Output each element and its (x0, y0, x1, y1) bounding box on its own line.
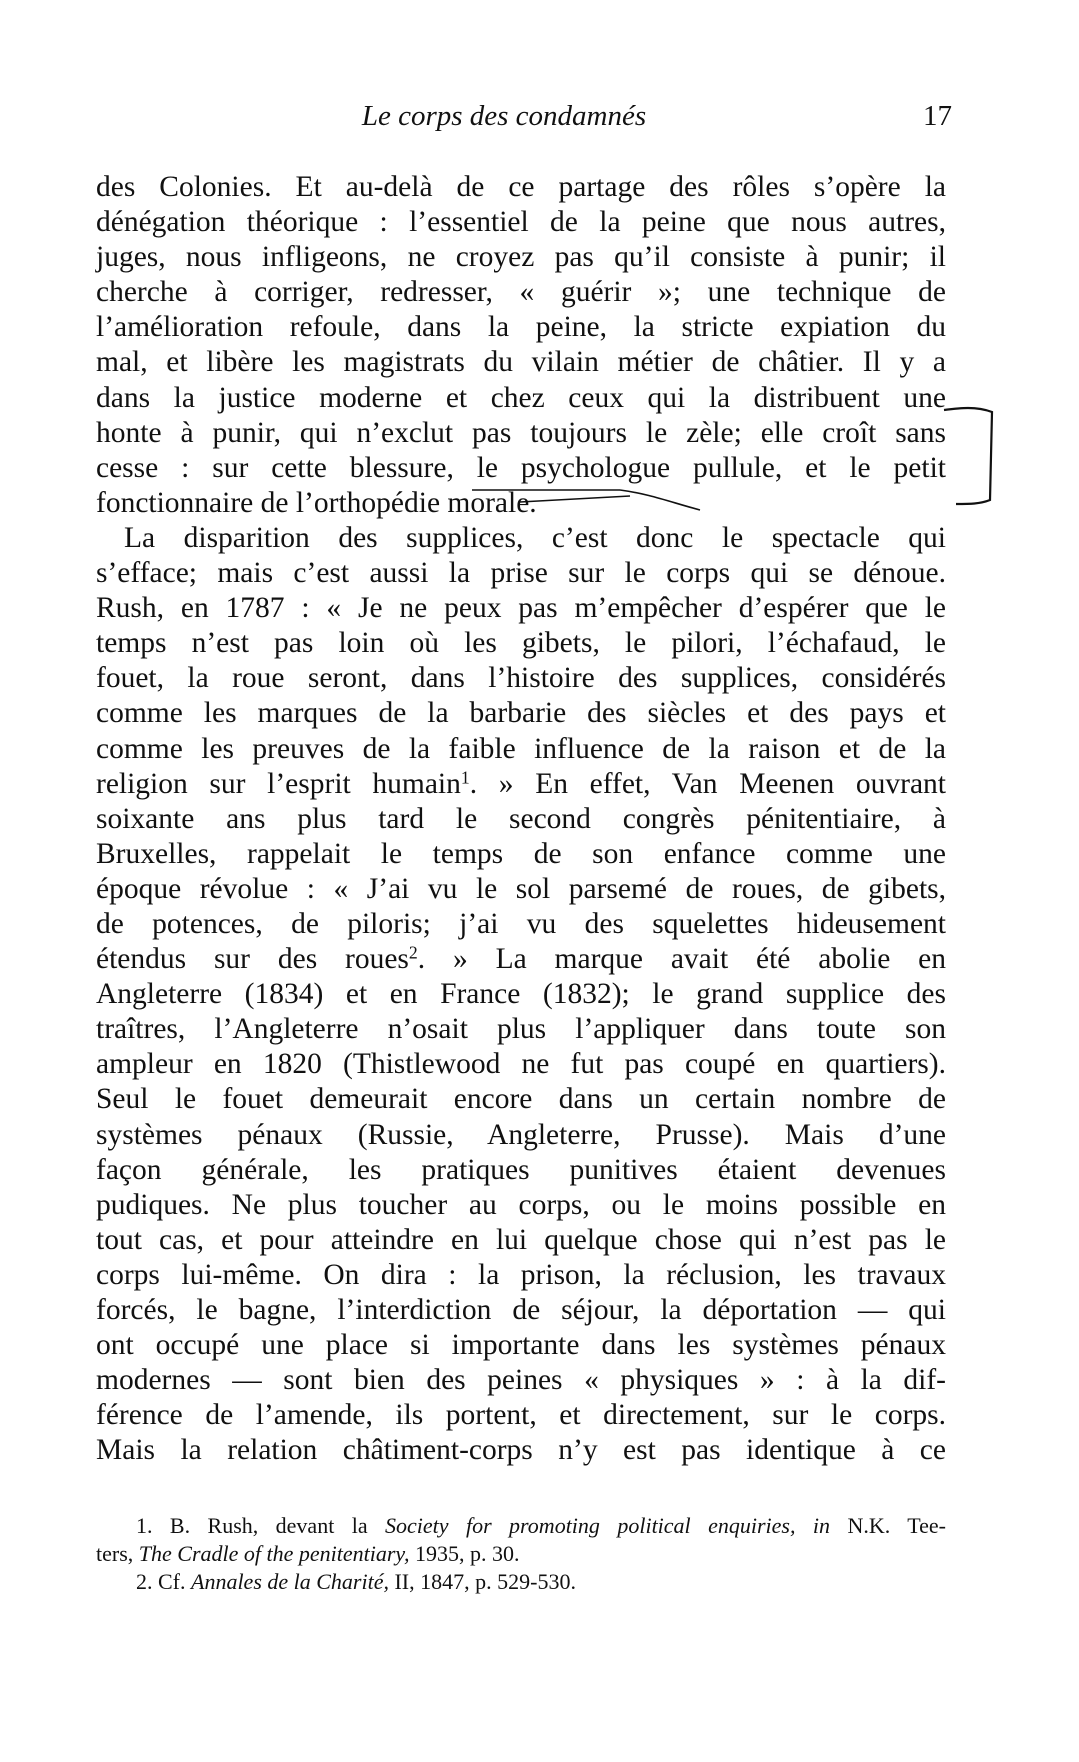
text-line: des Colonies. Et au-delà de ce partage des rôles s’opère la (96, 171, 946, 203)
text-line: juges, nous infligeons, ne croyez pas qu’il consiste à punir; il (96, 241, 946, 274)
text-line: Angleterre (1834) et en France (1832); le grand supplice des (96, 978, 946, 1011)
footnote-2 (96, 1568, 946, 1596)
text-line: dans la justice moderne et chez ceux qui la distribuent une (96, 381, 946, 414)
footnote-text: in (812, 1513, 831, 1538)
text-line: s’efface; mais c’est aussi la prise sur le corps qui se dénoue. (96, 557, 946, 590)
footnotes (96, 1512, 946, 1596)
text-line: corps lui-même. On dira : la prison, la réclusion, les travaux (96, 1258, 946, 1291)
text-line: Rush, en 1787 : « Je ne peux pas m’empêcher d’espérer que le (96, 592, 946, 625)
text-line: fouet, la roue seront, dans l’histoire des supplices, considérés (96, 662, 946, 695)
text-line: cherche à corriger, redresser, « guérir »; une technique de (96, 276, 946, 309)
text-line: ampleur en 1820 (Thistlewood ne fut pas coupé en quartiers). (96, 1048, 946, 1081)
text-line: pudiques. Ne plus toucher au corps, ou le moins possible en (96, 1188, 946, 1221)
running-title: Le corps des condamnés (361, 100, 647, 132)
footnote-title: Society for promoting political enquiries, (385, 1513, 796, 1538)
text-line: mal, et libère les magistrats du vilain métier de châtier. Il y a (96, 346, 946, 379)
text-line: comme les preuves de la faible influence de la raison et de la (96, 732, 946, 765)
body-text (96, 170, 946, 1468)
margin-bracket-icon (940, 400, 1000, 510)
text-line: honte à punir, qui n’exclut pas toujours le zèle; elle croît sans (96, 416, 946, 449)
text-line: façon générale, les pratiques punitives étaient devenues (96, 1153, 946, 1186)
footnote-1-continued (96, 1540, 946, 1568)
text-line-with-note (96, 767, 946, 802)
footnote-number: 2. (136, 1569, 153, 1594)
footnote-1 (96, 1512, 946, 1540)
text-line: temps n’est pas loin où les gibets, le pilori, l’échafaud, le (96, 627, 946, 660)
text-line: l’amélioration refoule, dans la peine, la stricte expiation du (96, 311, 946, 344)
footnote-number: 1. (136, 1513, 153, 1538)
text-line: tout cas, et pour atteindre en lui quelque chose qui n’est pas le (96, 1223, 946, 1256)
footnote-text: N.K. Tee- (847, 1513, 946, 1538)
text-line: ont occupé une place si importante dans les systèmes pénaux (96, 1329, 946, 1362)
text-line-with-note (96, 942, 946, 977)
footnote-title: The Cradle of the penitentiary, (138, 1541, 410, 1566)
page-number: 17 (923, 100, 952, 132)
text-line: modernes — sont bien des peines « physiques » : à la dif- (96, 1364, 946, 1397)
text-line: traîtres, l’Angleterre n’osait plus l’appliquer dans toute son (96, 1013, 946, 1046)
text-fragment: étendus sur des roues (96, 943, 409, 976)
text-fragment: . » La marque avait été abolie en (417, 943, 946, 976)
footnote-text: ters, (96, 1541, 134, 1566)
text-fragment: . » En effet, Van Meenen ouvrant (469, 767, 946, 800)
footnote-text: Cf. (158, 1569, 186, 1594)
text-line: systèmes pénaux (Russie, Angleterre, Prusse). Mais d’une (96, 1118, 946, 1151)
text-line: Seul le fouet demeurait encore dans un certain nombre de (96, 1083, 946, 1116)
text-line: férence de l’amende, ils portent, et directement, sur le corps. (96, 1399, 946, 1432)
text-line: forcés, le bagne, l’interdiction de séjour, la déportation — qui (96, 1294, 946, 1326)
text-line: Bruxelles, rappelait le temps de son enfance comme une (96, 837, 946, 870)
footnote-text: II, 1847, p. 529-530. (394, 1569, 576, 1594)
text-line: époque révolue : « J’ai vu le sol parsemé de roues, de gibets, (96, 872, 946, 905)
text-line: comme les marques de la barbarie des siècles et des pays et (96, 697, 946, 730)
footnote-ref-1[interactable]: 1 (460, 766, 470, 787)
text-fragment: religion sur l’esprit humain (96, 767, 461, 800)
text-line: dénégation théorique : l’essentiel de la peine que nous autres, (96, 206, 946, 239)
text-line: Mais la relation châtiment-corps n’y est pas identique à ce (96, 1434, 946, 1467)
text-line: La disparition des supplices, c’est donc le spectacle qui (124, 521, 946, 554)
text-line: cesse : sur cette blessure, le psychologue pullule, et le petit (96, 451, 946, 484)
text-line: soixante ans plus tard le second congrès pénitentiaire, à (96, 802, 946, 835)
footnote-ref-2[interactable]: 2 (408, 942, 418, 963)
text-line: fonctionnaire de l’orthopédie morale. (96, 486, 537, 519)
running-head (96, 96, 952, 136)
footnote-text: 1935, p. 30. (414, 1541, 520, 1566)
footnote-title: Annales de la Charité, (191, 1569, 389, 1594)
footnote-text: B. Rush, devant la (169, 1513, 368, 1538)
text-line: de potences, de piloris; j’ai vu des squelettes hideusement (96, 907, 946, 940)
